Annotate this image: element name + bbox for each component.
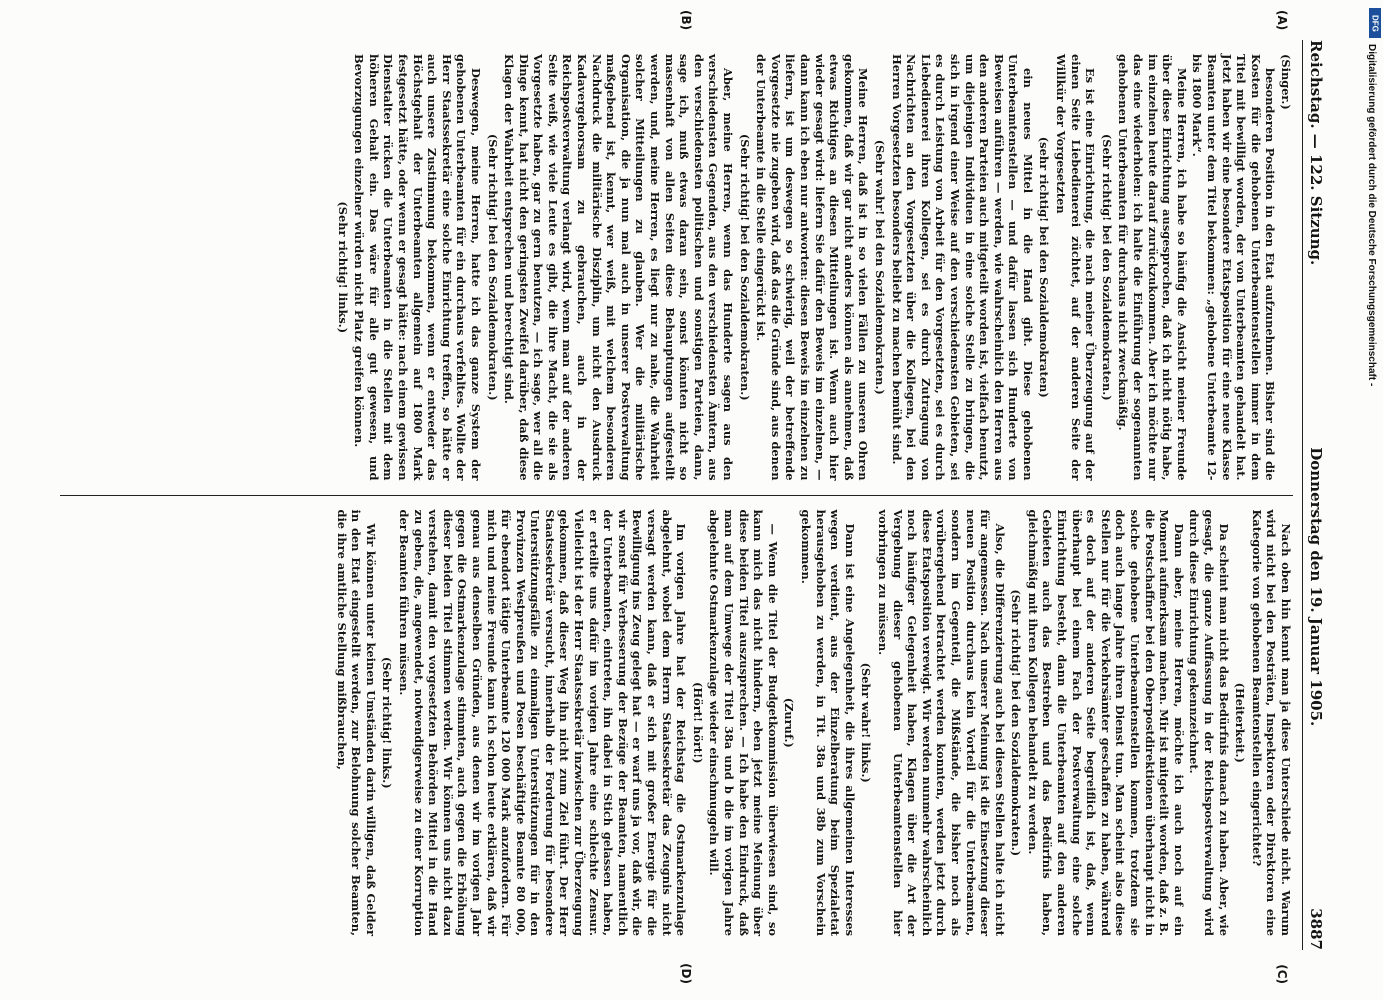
margin-letter-c: (C) xyxy=(1275,964,1289,984)
running-head xyxy=(1307,40,1333,950)
digitization-credit xyxy=(1365,44,1379,744)
interjection: (Zuruf.) xyxy=(782,697,797,748)
page-content xyxy=(50,10,1333,984)
page-number: 3887 xyxy=(1307,908,1325,950)
interjection: (sehr richtig! bei den Sozialdemokraten) xyxy=(1037,136,1052,398)
paragraph: — Wenn die Titel der Budgetkommission überwiesen sind, so kann mich das nicht hindern, eben jetzt meine Meinung über diese beiden Titel auszusprechen. — Ich habe den Eindruck, daß man auf dem Umwege der Titel 38a und b die im vorigen Jahre abgelehnte Ostmarkenzulage wieder einschmuggeln will. xyxy=(707,509,780,936)
running-head-date: Donnerstag den 19. Januar 1905. xyxy=(1307,447,1325,727)
margin-letter-d: (D) xyxy=(679,963,693,984)
paragraph: Also, die Differenzierung auch bei diesen Stellen halte ich nicht für angemessen. Nach unserer Meinung ist die Einsetzung dieser neuen Position durchaus kein Vorteil für die Unterbeamten, sondern im Gegenteil, die Mißstände, die bisher noch als vorübergehend betrachtet werden konnten, werden jetzt durch diese Etatsposition verewigt. Wir werden nunmehr wahrscheinlich noch häufiger Gelegenheit haben, Klagen über die Art der Vergebung dieser gehobenen Unterbeamtenstellen hier vorbringen zu müssen. xyxy=(875,509,1007,936)
interjection: (Sehr richtig! bei den Sozialdemokraten.) xyxy=(485,133,500,401)
credit-text: Digitalisierung gefördert durch die Deutsche Forschungsgemeinschaft - xyxy=(1366,44,1377,387)
paragraph: Deswegen, meine Herren, hatte ich das ganze System der gehobenen Unterbeamten für ein durchaus verfehltes. Wollte der Herr Staatssekretär eine solche Einrichtung treffen, so hätte er auch unsere Zustimmung bekommen, wenn er entweder das Höchstgehalt der Unterbeamten allgemein auf 1800 Mark festgesetzt hätte, oder wenn er gesagt hätte: nach einem gewissen Dienstalter rücken die Unterbeamten in die Stellen mit dem höheren Gehalt ein. Das wäre für alle gut gewesen, und Bevorzugungen einzelner würden nicht Platz greifen können. xyxy=(352,54,483,481)
dfg-logo: DFG xyxy=(1369,8,1381,38)
paragraph: Nach oben hin kennt man ja diese Unterschiede nicht. Warum wird nicht bei den Posträten, Inspektoren oder Direktoren eine Kategorie von gehobenen Beamtenstellen eingerichtet? xyxy=(1249,509,1293,936)
interjection: (Sehr richtig! links.) xyxy=(335,201,350,334)
paragraph: Im vorigen Jahre hat der Reichstag die Ostmarkenzulage abgelehnt, wobei dem Herrn Staatssekretär das Zeugnis nicht versagt werden kann, daß er sich mit großer Energie für die Bewilligung ins Zeug gelegt hat — er warf uns ja vor, daß wir, die wir sonst für Verbesserung der Bezüge der Beamten, namentlich der Unterbeamten, eintreten, ihn dabei in Stich gelassen haben, er erteilte uns dafür im vorigen Jahre eine schlechte Zensur. Vielleicht ist der Herr Staatssekretär inzwischen zur Überzeugung gekommen, daß dieser Weg ihn nicht zum Ziel führt. Der Herr Staatssekretär versucht, innerhalb der Forderung für besondere Unterstützungsfälle zu einmaligen Unterstützungen für in den Provinzen Westpreußen und Posen beschäftigte Beamte 80 000, für ebendort tätige Unterbeamte 120 000 Mark anzufordern. Für mich und meine Freunde kann ich schon heute erklären, daß wir genau aus denselben Gründen, aus denen wir im vorigen Jahr gegen die Ostmarkenzulage stimmten, auch gegen die Erhöhung dieser beiden Titel stimmen werden. Wir können uns nicht dazu verstehen, damit den vorgesetzten Behörden Mittel in die Hand zu geben, die, angewendet, notwendigerweise zu einer Korruption der Beamten führen müssen. xyxy=(396,509,689,936)
paragraph: Meine Herren, ich habe so häufig die Ansicht meiner Freunde über diese Einrichtung ausgesprochen, daß ich nicht nötig habe, im einzelnen heute darauf zurückzukommen. Aber ich möchte nur das eine wiederholen: ich halte die Einführung der sogenannten gehobenen Unterbeamten für durchaus nicht zweckmäßig. xyxy=(1116,54,1189,481)
interjection: (Sehr richtig! links.) xyxy=(380,656,395,789)
margin-letter-a: (A) xyxy=(1275,10,1289,31)
interjection: (Sehr richtig! bei den Sozialdemokraten.) xyxy=(1099,133,1114,401)
right-column xyxy=(60,496,1293,951)
paragraph: Es ist eine Einrichtung, die nach meiner Überzeugung auf der einen Seite Liebedienerei züchtet, auf der anderen Seite der Willkür der Vorgesetzten xyxy=(1054,54,1098,481)
paragraph: Wir können unter keinen Umständen darin willigen, daß Gelder in den Etat eingestellt werden, zur Belohnung solcher Beamten, die ihre amtliche Stellung mißbrauchen, xyxy=(334,509,378,936)
interjection: (Sehr wahr! links.) xyxy=(859,662,874,783)
paragraph: Da scheint man nicht das Bedürfnis danach zu haben. Aber, wie gesagt, die ganze Auffassung in der Reichspostverwaltung wird durch diese Einrichtung gekennzeichnet. xyxy=(1187,509,1231,936)
paragraph: Dann aber, meine Herren, möchte ich auch noch auf ein Moment aufmerksam machen. Mir ist mitgeteilt worden, daß z. B. die Postschaffner bei den Oberpostdirektionen überhaupt nicht in solche gehobene Unterbeamtenstellen kommen, trotzdem sie doch auch lange Jahre ihren Dienst tun. Man scheint also diese Stellen nur für die Verkehrsämter geschaffen zu haben, während es doch auf der anderen Seite begreiflich ist, daß, wenn überhaupt bei einem Fach der Postverwaltung eine solche Einrichtung besteht, dann die Unterbeamten auf den anderen Gebieten auch das Bestreben und das Bedürfnis haben, gleichmäßig mit ihren Kollegen behandelt zu werden. xyxy=(1025,509,1186,936)
paragraph: Meine Herren, daß ist in so vielen Fällen zu unseren Ohren gekommen, daß wir gar nicht anders können als annehmen, daß etwas Richtiges an diesen Mitteilungen ist. Wenn auch hier wieder gesagt wird: liefern Sie dafür den Beweis im einzelnen, — dann kann ich eben nur antworten: diesen Beweis im einzelnen zu liefern, ist um deswegen so schwierig, weil der betreffende Vorgesetzte nie zugeben wird, daß das die Gründe sind, aus denen der Unterbeamte in die Stelle eingerückt ist. xyxy=(754,54,871,481)
interjection: (Sehr wahr! bei den Sozialdemokraten.) xyxy=(872,139,887,395)
margin-letter-b: (B) xyxy=(679,10,693,31)
speaker-name: (Singer.) xyxy=(1279,54,1293,110)
interjection: (Sehr richtig! bei den Sozialdemokraten.) xyxy=(1009,589,1024,857)
running-head-left: Reichstag. — 122. Sitzung. xyxy=(1307,40,1325,266)
interjection: (Sehr richtig! bei den Sozialdemokraten.) xyxy=(737,133,752,401)
text-columns xyxy=(60,40,1293,950)
interjection: (Hört! hört!) xyxy=(690,681,705,764)
interjection: (Heiterkeit.) xyxy=(1233,682,1248,763)
paragraph: ein neues Mittel in die Hand gibt. Diese gehobenen Unterbeamtenstellen — und dafür lassen sich Hunderte von Beweisen anführen — werden, wie wahrscheinlich den Herren aus den anderen Parteien auch mitgeteilt worden ist, vielfach benutzt, um diejenigen Individuen in eine solche Stelle zu bringen, die sich in irgend einer Weise auf den verschiedensten Gebieten, sei es durch Leistung von Arbeit für den Vorgesetzten, sei es durch Liebedienerei ihren Kollegen, sei es durch Zutragung von Nachrichten an den Vorgesetzten über die Kollegen, bei den Herren Vorgesetzten besonders beliebt zu machen bemüht sind. xyxy=(889,54,1035,481)
paragraph: Aber, meine Herren, wenn das Hunderte sagen aus den verschiedensten Gegenden, aus den verschiedensten Ämtern, aus den verschiedensten politischen und sonstigen Parteien, dann, sage ich, muß etwas daran sein, sonst könnten nicht so massenhaft von allen Seiten diese Behauptungen aufgestellt werden, und, meine Herren, es liegt nur zu nahe, die Wahrheit solcher Mitteilungen zu glauben. Wer die militärische Organisation, die ja nun mal auch in unserer Postverwaltung maßgebend ist, kennt, wer weiß, mit welchem besonderen Nachdruck die militärische Disziplin, um nicht den Ausdruck Kadavergehorsam zu gebrauchen, auch in der Reichspostverwaltung verlangt wird, wenn man auf der anderen Seite weiß, wie viele Leute es gibt, die ihre Macht, die sie als Vorgesetzte haben, gar zu gern benutzen, — ich sage, wer all die Dinge kennt, hat nicht den geringsten Zweifel darüber, daß diese Klagen der Wahrheit entsprechen und berechtigt sind. xyxy=(502,54,736,481)
paragraph: besonderen Position in den Etat aufzunehmen. Bisher sind die Kosten für die gehobenen Unterbeamtenstellen immer in dem Titel mit bewilligt worden, der von Unterbeamten gehandelt hat. Jetzt haben wir eine besondere Etatsposition für eine neue Klasse Beamten unter dem Titel bekommen: „gehobene Unterbeamte 12- bis 1800 Mark“. xyxy=(1190,54,1278,481)
left-column xyxy=(60,40,1293,495)
paragraph: Dann ist eine Angelegenheit, die ihres allgemeinen Interesses wegen verdient, aus der Einzelberatung beim Spezialetat herausgehoben zu werden, in Tit. 38a und 38b zum Vorschein gekommen. xyxy=(799,509,857,936)
header-rule xyxy=(1302,40,1303,950)
